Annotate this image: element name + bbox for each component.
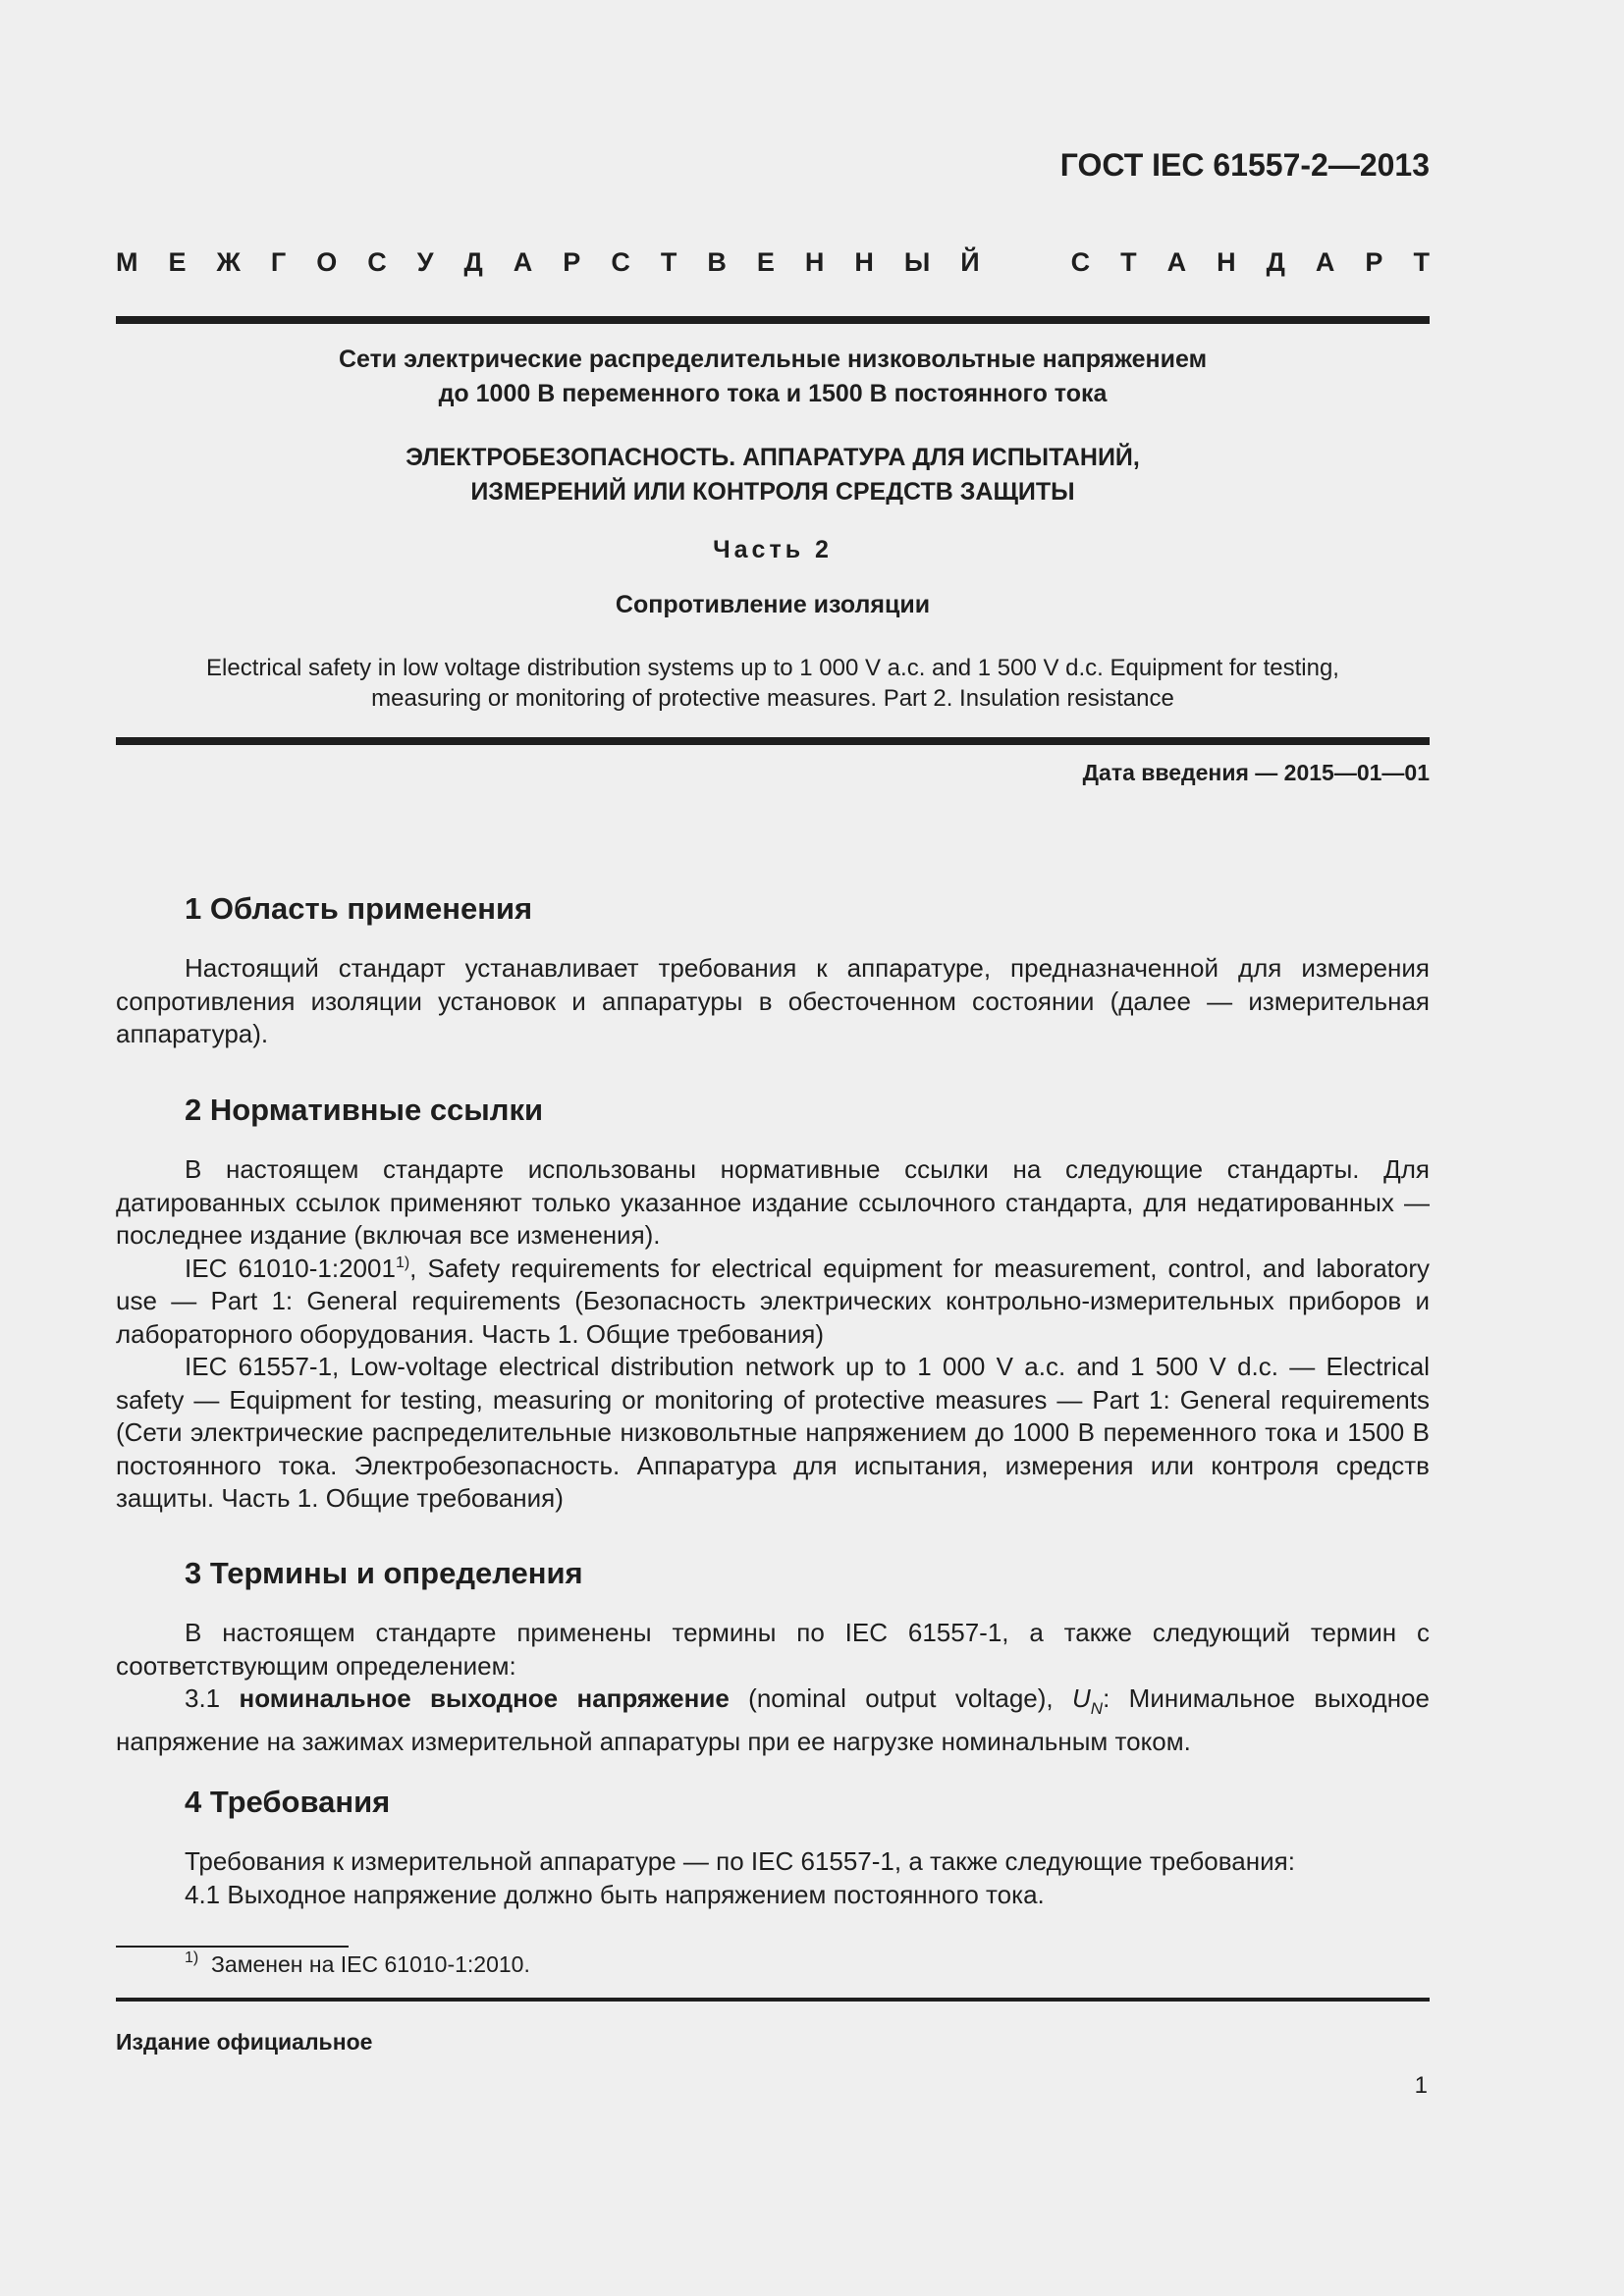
banner-letter: У: [416, 247, 434, 277]
section-2-heading: 2 Нормативные ссылки: [185, 1093, 544, 1127]
banner-letter: Д: [1266, 247, 1285, 277]
top-rule: [116, 316, 1430, 324]
banner-letter: Е: [168, 247, 187, 277]
title-english: [116, 653, 1430, 714]
banner-letter: Н: [804, 247, 825, 277]
banner-letter: Т: [1120, 247, 1137, 277]
section-1-heading: 1 Область применения: [185, 891, 533, 926]
section-1-paragraph: Настоящий стандарт устанавливает требования к аппаратуре, предназначенной для измерения сопротивления изоляции установок и аппаратуры в обесточенном состоянии (далее — измерительная аппаратура).: [116, 953, 1430, 1048]
title-ru-line-1: Сети электрические распределительные низковольтные напряжением: [338, 346, 1208, 373]
banner-letter: Н: [854, 247, 874, 277]
definition-number: 3.1: [185, 1683, 240, 1713]
footnote-text: Заменен на IEC 61010-1:2010.: [211, 1951, 530, 1977]
banner-letter: А: [1166, 247, 1187, 277]
reference-iec-61010: IEC 61010-1:2001: [185, 1253, 396, 1283]
banner-letter: С: [367, 247, 387, 277]
date-of-introduction: Дата введения — 2015—01—01: [1082, 760, 1430, 785]
section-4-body: [116, 1845, 1430, 1911]
footer-rule: [116, 1998, 1430, 2002]
section-2-body: [116, 1153, 1430, 1516]
banner-letter: Т: [660, 247, 677, 277]
subtitle: Сопротивление изоляции: [615, 591, 931, 618]
section-4-paragraph-2: 4.1 Выходное напряжение должно быть напряжением постоянного тока.: [185, 1879, 1045, 1909]
footnote-rule: [116, 1946, 349, 1948]
footnote: [185, 1951, 530, 1978]
section-3-definition: [116, 1682, 1430, 1758]
banner-letter: Н: [1217, 247, 1236, 277]
title-caps: [116, 441, 1430, 509]
definition-symbol: U: [1072, 1683, 1091, 1713]
title-bottom-rule: [116, 737, 1430, 745]
banner-letter: Т: [1413, 247, 1430, 277]
section-2-paragraph-1: В настоящем стандарте использованы нормативные ссылки на следующие стандарты. Для датированных ссылок применяют только указанное издание ссылочного стандарта, для недатированных — последнее издание (включая все изменения).: [116, 1154, 1430, 1250]
section-3-paragraph-1: В настоящем стандарте применены термины по IEC 61557-1, а также следующий термин с соответствующим определением:: [116, 1618, 1430, 1681]
part-label: Часть 2: [713, 536, 833, 563]
section-3-heading: 3 Термины и определения: [185, 1556, 583, 1590]
definition-symbol-subscript: N: [1090, 1699, 1104, 1718]
definition-english-term: (nominal output voltage),: [729, 1683, 1072, 1713]
title-ru-line-2: до 1000 В переменного тока и 1500 В постоянного тока: [438, 380, 1108, 407]
standard-id: ГОСТ IEC 61557-2—2013: [1059, 147, 1430, 183]
banner-letter: С: [611, 247, 630, 277]
banner-letter: С: [1070, 247, 1091, 277]
title-en-line-1: Electrical safety in low voltage distribution systems up to 1 000 V a.c. and 1 500 V d.c. Equipment for testing,: [206, 655, 1339, 681]
section-4-heading: 4 Требования: [185, 1785, 391, 1819]
banner-letter: Ы: [903, 247, 931, 277]
section-2-paragraph-2: [116, 1253, 1430, 1352]
official-edition-label: Издание официальное: [116, 2029, 373, 2055]
banner-letter: Р: [563, 247, 581, 277]
reference-iec-61010-text: , Safety requirements for electrical equipment for measurement, control, and laboratory use — Part 1: General requirements (Безопасность электрических контрольно-измерительных приборов и лабораторного оборудования. Часть 1. Общие требования): [116, 1253, 1430, 1349]
section-3-body: [116, 1617, 1430, 1758]
banner-letter: Г: [270, 247, 287, 277]
banner-letter: А: [513, 247, 533, 277]
title-russian: [116, 343, 1430, 411]
banner-letter: А: [1315, 247, 1335, 277]
banner-letter: Й: [960, 247, 980, 277]
definition-term: номинальное выходное напряжение: [239, 1683, 730, 1713]
definition-text: : Минимальное выходное напряжение на зажимах измерительной аппаратуры при ее нагрузке номинальным током.: [116, 1683, 1430, 1756]
banner-letter: Д: [463, 247, 483, 277]
banner-letter: М: [116, 247, 138, 277]
title-caps-line-2: ИЗМЕРЕНИЙ ИЛИ КОНТРОЛЯ СРЕДСТВ ЗАЩИТЫ: [470, 478, 1075, 506]
page-number: 1: [1414, 2072, 1428, 2099]
interstate-standard-banner: [116, 247, 1430, 278]
footnote-mark: 1): [395, 1254, 410, 1271]
footnote-number: 1): [185, 1949, 199, 1966]
section-2-paragraph-3: IEC 61557-1, Low-voltage electrical distribution network up to 1 000 V a.c. and 1 500 V d.c. — Electrical safety — Equipment for testing, measuring or monitoring of protective measures — Part 1: General requirements (Сети электрические распределительные низковольтные напряжением до 1000 В переменного тока и 1500 В постоянного тока. Электробезопасность. Аппаратура для испытания, измерения или контроля средств защиты. Часть 1. Общие требования): [116, 1352, 1430, 1513]
banner-letter: Е: [756, 247, 775, 277]
banner-letter: Р: [1365, 247, 1383, 277]
banner-letter: О: [316, 247, 338, 277]
section-4-paragraph-1: Требования к измерительной аппаратуре — по IEC 61557-1, а также следующие требования:: [185, 1846, 1295, 1876]
banner-letter: В: [707, 247, 727, 277]
title-caps-line-1: ЭЛЕКТРОБЕЗОПАСНОСТЬ. АППАРАТУРА ДЛЯ ИСПЫТАНИЙ,: [406, 444, 1140, 471]
title-en-line-2: measuring or monitoring of protective measures. Part 2. Insulation resistance: [371, 685, 1174, 712]
section-1-body: [116, 952, 1430, 1051]
banner-letter: Ж: [216, 247, 241, 277]
